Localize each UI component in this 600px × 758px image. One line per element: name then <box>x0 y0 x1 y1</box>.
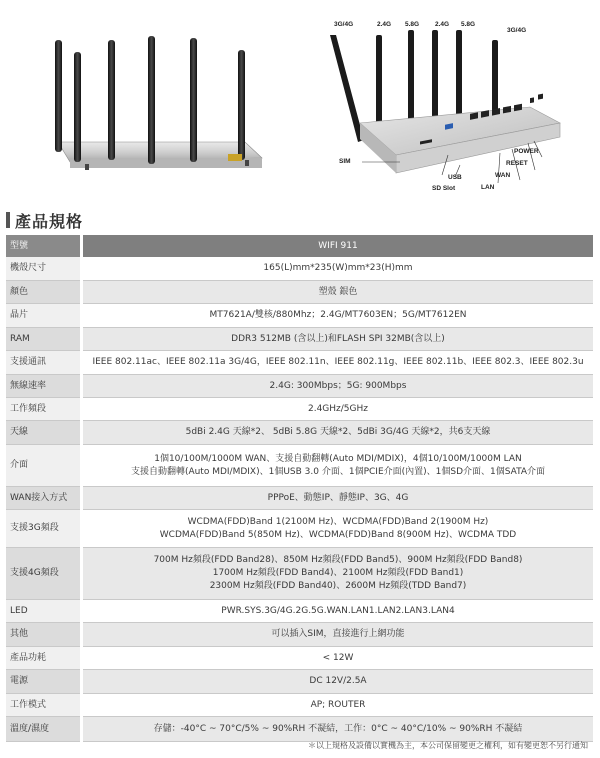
spec-row-value <box>82 351 594 375</box>
spec-row <box>6 510 593 548</box>
heading-accent-bar <box>6 212 10 228</box>
spec-row-value <box>82 398 594 421</box>
spec-row-label: 無線速率 <box>6 375 82 398</box>
spec-row-label: 產品功耗 <box>6 647 82 670</box>
spec-value-line: < 12W <box>322 652 354 663</box>
spec-row-label: 其他 <box>6 623 82 647</box>
spec-row <box>6 328 593 351</box>
spec-row-value <box>82 445 594 487</box>
spec-row-label: 支援4G頻段 <box>6 548 82 600</box>
spec-row-value <box>82 421 594 445</box>
spec-row-value <box>82 375 594 398</box>
footnote: ＊以上規格及設備以實機為主，本公司保留變更之權利，如有變更恕不另行通知 <box>308 741 588 750</box>
spec-row-value <box>82 487 594 510</box>
spec-value-line: 1個10/100M/1000M WAN、支援自動翻轉(Auto MDI/MDIX)，4個10/100M/1000M LAN <box>154 453 522 464</box>
band-label-24g-1: 2.4G <box>377 21 392 28</box>
spec-value-line: 可以插入SIM，直接進行上網功能 <box>271 629 405 639</box>
spec-row-value <box>82 694 594 717</box>
spec-value-line: DC 12V/2.5A <box>309 676 367 686</box>
spec-row <box>6 421 593 445</box>
spec-value-line: 塑殼 銀色 <box>318 286 358 297</box>
spec-value-line: MT7621A/雙核/880Mhz；2.4G/MT7603EN；5G/MT7612EN <box>209 310 467 320</box>
port-label-usb: USB <box>448 174 462 181</box>
spec-row-label: 支援3G頻段 <box>6 510 82 548</box>
spec-value-line: 2300M Hz頻段(FDD Band40)、2600M Hz頻段(TDD Band7) <box>209 581 467 591</box>
spec-row <box>6 548 593 600</box>
band-label-58g-2: 5.8G <box>461 21 476 28</box>
spec-value-line: 支援自動翻轉(Auto MDI/MDIX)、1個USB 3.0 介面、1個PCIE介面(內置)、1個SD介面、1個SATA介面 <box>130 466 546 477</box>
spec-row-value <box>82 717 594 742</box>
section-title: 產品規格 <box>15 211 84 231</box>
spec-header-row <box>6 235 593 257</box>
band-label-3g4g-left: 3G/4G <box>334 21 354 28</box>
spec-row-label: LED <box>6 600 82 623</box>
spec-value-line: AP; ROUTER <box>310 699 366 710</box>
spec-row-value <box>82 670 594 694</box>
spec-row <box>6 351 593 375</box>
spec-value-line: WCDMA(FDD)Band 5(850M Hz)、WCDMA(FDD)Band 8(900M Hz)、WCDMA TDD <box>159 529 517 540</box>
spec-value-line: PWR.SYS.3G/4G.2G.5G.WAN.LAN1.LAN2.LAN3.LAN4 <box>221 605 455 616</box>
section-heading <box>6 209 83 231</box>
spec-row <box>6 670 593 694</box>
product-photos <box>0 0 600 200</box>
spec-value-line: 2.4G: 300Mbps；5G: 900Mbps <box>269 380 407 391</box>
spec-row <box>6 623 593 647</box>
spec-value-line: 1700M Hz頻段(FDD Band4)、2100M Hz頻段(FDD Band1) <box>212 568 464 578</box>
spec-row-label: 顏色 <box>6 281 82 304</box>
spec-value-line: 2.4GHz/5GHz <box>307 403 368 414</box>
spec-row-value <box>82 548 594 600</box>
spec-row-label: 天線 <box>6 421 82 445</box>
spec-row-value <box>82 281 594 304</box>
spec-value-line: 5dBi 2.4G 天線*2、 5dBi 5.8G 天線*2、5dBi 3G/4G 天線*2，共6支天線 <box>185 427 491 437</box>
spec-table <box>6 235 593 742</box>
spec-row <box>6 398 593 421</box>
band-label-58g-1: 5.8G <box>405 21 420 28</box>
band-label-3g4g-right: 3G/4G <box>507 27 527 34</box>
spec-row-value <box>82 304 594 328</box>
spec-row-value <box>82 328 594 351</box>
spec-row-label: 介面 <box>6 445 82 487</box>
spec-table-body <box>6 235 593 742</box>
spec-row-label: 工作頻段 <box>6 398 82 421</box>
spec-row <box>6 445 593 487</box>
spec-header-value: WIFI 911 <box>82 235 594 257</box>
spec-row-value <box>82 257 594 281</box>
spec-value-line: 165(L)mm*235(W)mm*23(H)mm <box>263 263 413 273</box>
spec-row-label: WAN接入方式 <box>6 487 82 510</box>
spec-row <box>6 487 593 510</box>
port-label-reset: RESET <box>506 160 528 167</box>
spec-row-label: 機殼尺寸 <box>6 257 82 281</box>
spec-value-line: IEEE 802.11ac、IEEE 802.11a 3G/4G，IEEE 802.11n、IEEE 802.11g、IEEE 802.11b、IEEE 802.3、IEEE 802.3u <box>92 357 584 367</box>
port-label-sd-slot: SD Slot <box>432 185 456 192</box>
port-label-power: POWER <box>514 148 539 155</box>
spec-row <box>6 694 593 717</box>
spec-row <box>6 717 593 742</box>
spec-value-line: PPPoE、動態IP、靜態IP、3G、4G <box>267 492 409 503</box>
spec-row-value <box>82 647 594 670</box>
spec-row-label: 工作模式 <box>6 694 82 717</box>
spec-row <box>6 281 593 304</box>
port-label-lan: LAN <box>481 184 495 191</box>
spec-row-label: 溫度/濕度 <box>6 717 82 742</box>
spec-row <box>6 304 593 328</box>
spec-row <box>6 600 593 623</box>
spec-row-value <box>82 600 594 623</box>
spec-row-value <box>82 623 594 647</box>
spec-value-line: WCDMA(FDD)Band 1(2100M Hz)、WCDMA(FDD)Band 2(1900M Hz) <box>187 516 489 527</box>
port-label-wan: WAN <box>495 172 511 179</box>
spec-value-line: 存儲：-40°C ~ 70°C/5% ~ 90%RH 不凝結，工作：0°C ~ 40°C/10% ~ 90%RH 不凝結 <box>153 723 523 734</box>
spec-header-label: 型號 <box>6 235 82 257</box>
spec-row <box>6 257 593 281</box>
band-label-24g-2: 2.4G <box>435 21 450 28</box>
spec-row-label: 電源 <box>6 670 82 694</box>
spec-row-value <box>82 510 594 548</box>
spec-row-label: 支援通訊 <box>6 351 82 375</box>
spec-value-line: 700M Hz頻段(FDD Band28)、850M Hz頻段(FDD Band5)、900M Hz頻段(FDD Band8) <box>153 555 523 565</box>
spec-row-label: RAM <box>6 328 82 351</box>
spec-row-label: 晶片 <box>6 304 82 328</box>
spec-row <box>6 647 593 670</box>
router-front-photo <box>40 30 270 180</box>
port-label-sim: SIM <box>339 158 351 165</box>
spec-value-line: DDR3 512MB (含以上)和FLASH SPI 32MB(含以上) <box>231 333 445 344</box>
spec-row <box>6 375 593 398</box>
router-iso-photo <box>320 5 590 195</box>
